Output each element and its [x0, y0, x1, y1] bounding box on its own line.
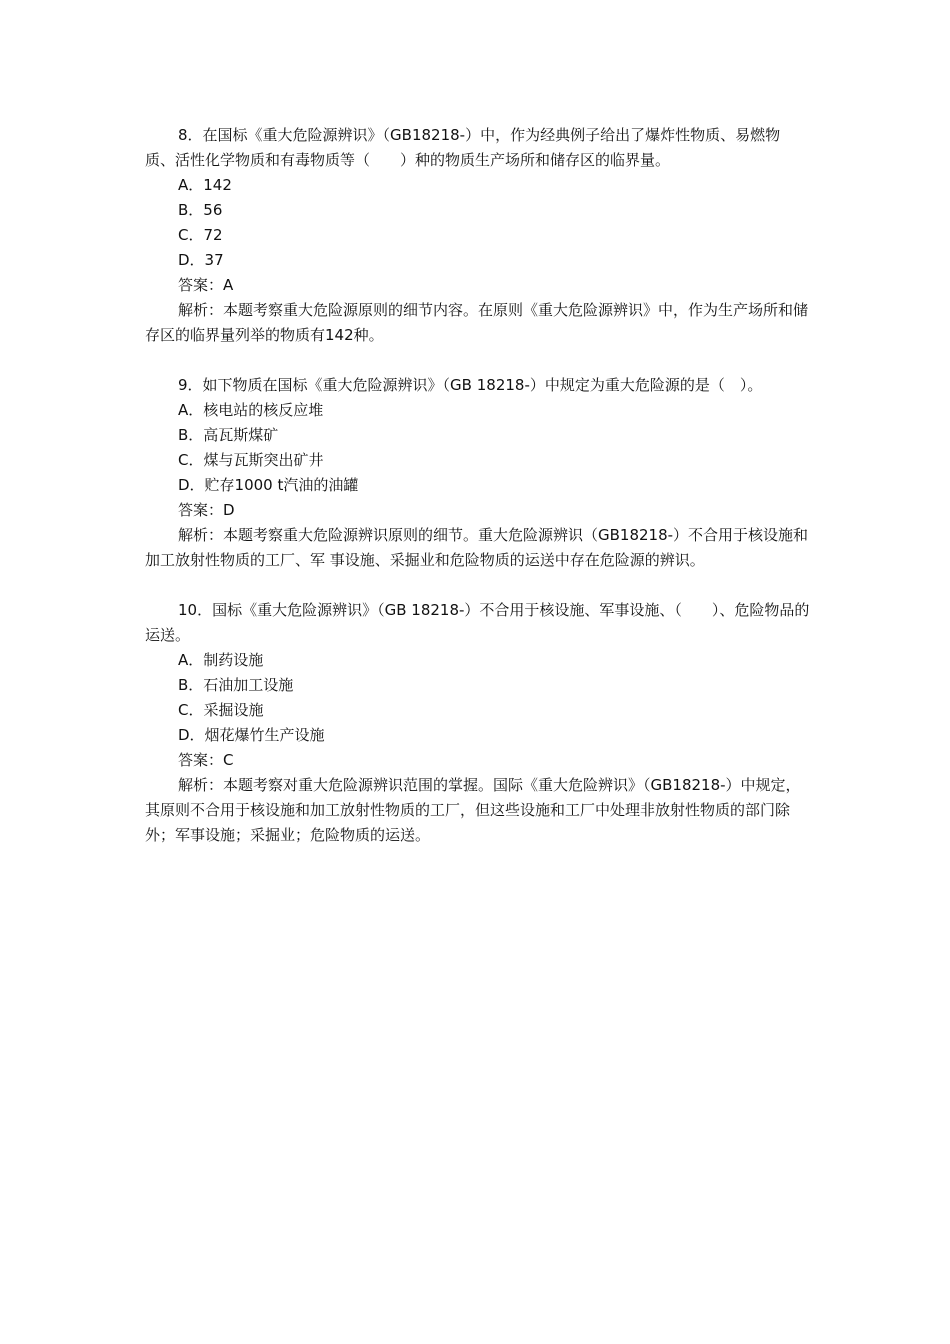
question-9 — [145, 373, 810, 573]
option-d: D．37 — [178, 251, 224, 269]
answer: 答案：D — [178, 501, 235, 519]
analysis: 解析：本题考察重大危险源辨识原则的细节。重大危险源辨识（GB18218-）不合用于核设施和加工放射性物质的工厂、军 事设施、采掘业和危险物质的运送中存在危险源的辨识。 — [145, 526, 809, 569]
option-a: A．制药设施 — [178, 651, 264, 669]
option-a: A．142 — [178, 176, 232, 194]
question-stem: 10．国标《重大危险源辨识》（GB 18218-）不合用于核设施、军事设施、（ ）、危险物品的运送。 — [145, 601, 810, 644]
analysis: 解析：本题考察重大危险源原则的细节内容。在原则《重大危险源辨识》中，作为生产场所和储存区的临界量列举的物质有142种。 — [145, 301, 809, 344]
option-d: D．贮存1000 t汽油的油罐 — [178, 476, 359, 494]
question-8 — [145, 123, 810, 348]
answer: 答案：A — [178, 276, 234, 294]
answer: 答案：C — [178, 751, 234, 769]
option-b: B．石油加工设施 — [178, 676, 294, 694]
option-c: C．采掘设施 — [178, 701, 264, 719]
analysis: 解析：本题考察对重大危险源辨识范围的掌握。国际《重大危险辨识》（GB18218-）中规定，其原则不合用于核设施和加工放射性物质的工厂，但这些设施和工厂中处理非放射性物质的部门除外；军事设施；采掘业；危险物质的运送。 — [145, 776, 801, 844]
question-stem: 8．在国标《重大危险源辨识》（GB18218-）中，作为经典例子给出了爆炸性物质、易燃物质、活性化学物质和有毒物质等（ ）种的物质生产场所和储存区的临界量。 — [145, 126, 781, 169]
option-a: A．核电站的核反应堆 — [178, 401, 324, 419]
document-page — [145, 123, 810, 873]
question-stem: 9．如下物质在国标《重大危险源辨识》（GB 18218-）中规定为重大危险源的是（ ）。 — [178, 376, 763, 394]
option-d: D．烟花爆竹生产设施 — [178, 726, 325, 744]
question-10 — [145, 598, 810, 848]
option-c: C．72 — [178, 226, 223, 244]
option-c: C．煤与瓦斯突出矿井 — [178, 451, 324, 469]
option-b: B．56 — [178, 201, 223, 219]
option-b: B．高瓦斯煤矿 — [178, 426, 279, 444]
